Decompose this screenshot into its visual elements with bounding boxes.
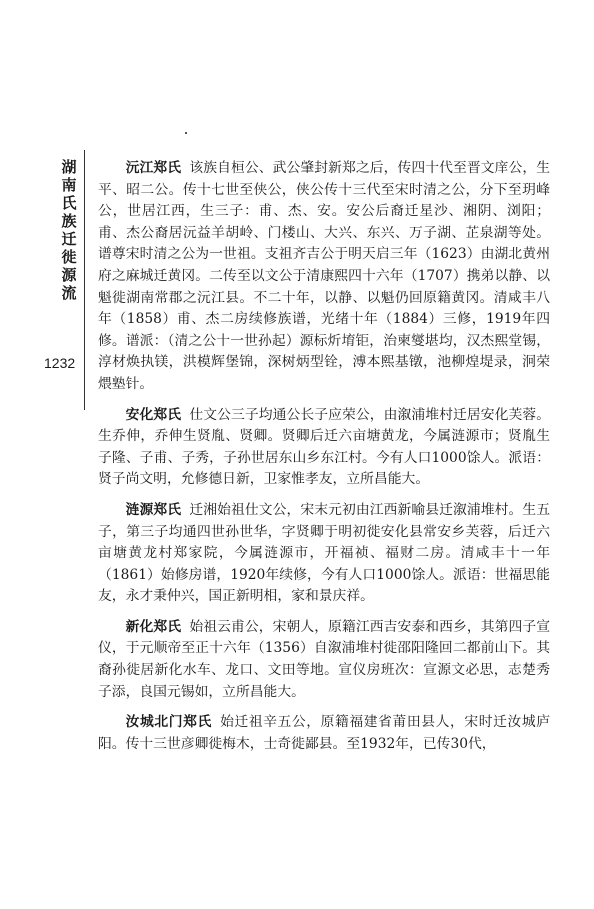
running-title-char: 南: [61, 176, 77, 194]
clan-entry: [98, 617, 550, 703]
clan-heading: 新化郑氏: [125, 618, 182, 635]
clan-text: 仕文公三子均通公长子应荣公，由溆浦堆村迁居安化芙蓉。生乔伸，乔伸生贤胤、贤卿。贤卿后迁六亩塘黄龙，今属涟源市；贤胤生子隆、子甫、子秀，子孙世居东山乡东江村。今有人口1000馀人。派语：贤子尚文明，允修德日新，卫家惟孝友，立所昌能大。: [98, 406, 551, 488]
clan-heading: 涟源郑氏: [125, 501, 182, 518]
running-title-rule: [84, 150, 85, 410]
clan-text: 迁湘始祖仕文公，宋末元初由江西新喻县迁溆浦堆村。生五子，第三子均通四世孙世华，字贤卿于明初徙安化县常安乡芙蓉，后迁六亩塘黄龙村郑家院，今属涟源市，开福祯、福财二房。清咸丰十一年（1861）始修房谱，1920年续修，今有人口1000馀人。派语：世福思能友，永才秉仲兴，国正新明相，家和景庆祥。: [98, 501, 551, 605]
clan-heading: 安化郑氏: [125, 406, 182, 423]
clan-entry: [98, 405, 550, 491]
running-title-char: 迁: [61, 230, 77, 248]
body-text: [98, 158, 550, 764]
running-title-char: 族: [61, 212, 77, 230]
running-title-char: 湖: [61, 158, 77, 176]
clan-entry: [98, 500, 550, 608]
clan-heading: 沅江郑氏: [125, 160, 182, 176]
clan-text: 始祖云甫公，宋朝人，原籍江西吉安泰和西乡，其第四子宣仪，于元顺帝至正十六年（1356）自溆浦堆村徙邵阳隆回二都前山下。其裔孙徙居新化水车、龙口、文田等地。宣仪房班次：宣源文必思，志楚秀子添，良国元锡如，立所昌能大。: [98, 618, 551, 700]
page-speck: [185, 132, 187, 134]
clan-heading: 汝城北门郑氏: [125, 714, 212, 731]
clan-entry: [98, 712, 550, 755]
running-title: [60, 158, 78, 302]
running-title-char: 源: [61, 266, 77, 284]
clan-text: 该族自桓公、武公肇封新郑之后，传四十代至晋文庠公，生平、昭二公。传十七世至侠公，侠公传十三代至宋时清之公，分下至玥峰公，世居江西，生三子：甫、杰、安。安公后裔迁星沙、湘阴、浏阳；甫、杰公裔居沅益羊胡岭、门楼山、大兴、东兴、万子湖、芷泉湖等处。谱尊宋时清之公为一世祖。支祖齐吉公于明天启三年（1623）由湖北黄州府之麻城迁黄冈。二传至以文公于清康熙四十六年（1707）携弟以静、以魁徙湖南常郡之沅江县。不二十年，以静、以魁仍回原籍黄冈。清咸丰八年（1858）甫、杰二房续修族谱，光绪十年（1884）三修，1919年四修。谱派：（清之公十一世孙起）源标炘堉钜，治柬燮堪均，汉杰熙堂锡，淳材焕执镁，洪模辉堡锦，深树炳型铨，溥本熙基镦，池柳煌堤录，泂荣煨塾针。: [98, 160, 551, 392]
running-title-char: 流: [61, 284, 77, 302]
running-title-char: 氏: [61, 194, 77, 212]
clan-entry: [98, 158, 550, 396]
page-number: 1232: [44, 355, 76, 371]
running-title-char: 徙: [61, 248, 77, 266]
clan-text: 始迁祖辛五公，原籍福建省莆田县人，宋时迁汝城庐阳。传十三世彦卿徙梅木，士奇徙鄙县。至1932年，已传30代，: [98, 714, 551, 752]
